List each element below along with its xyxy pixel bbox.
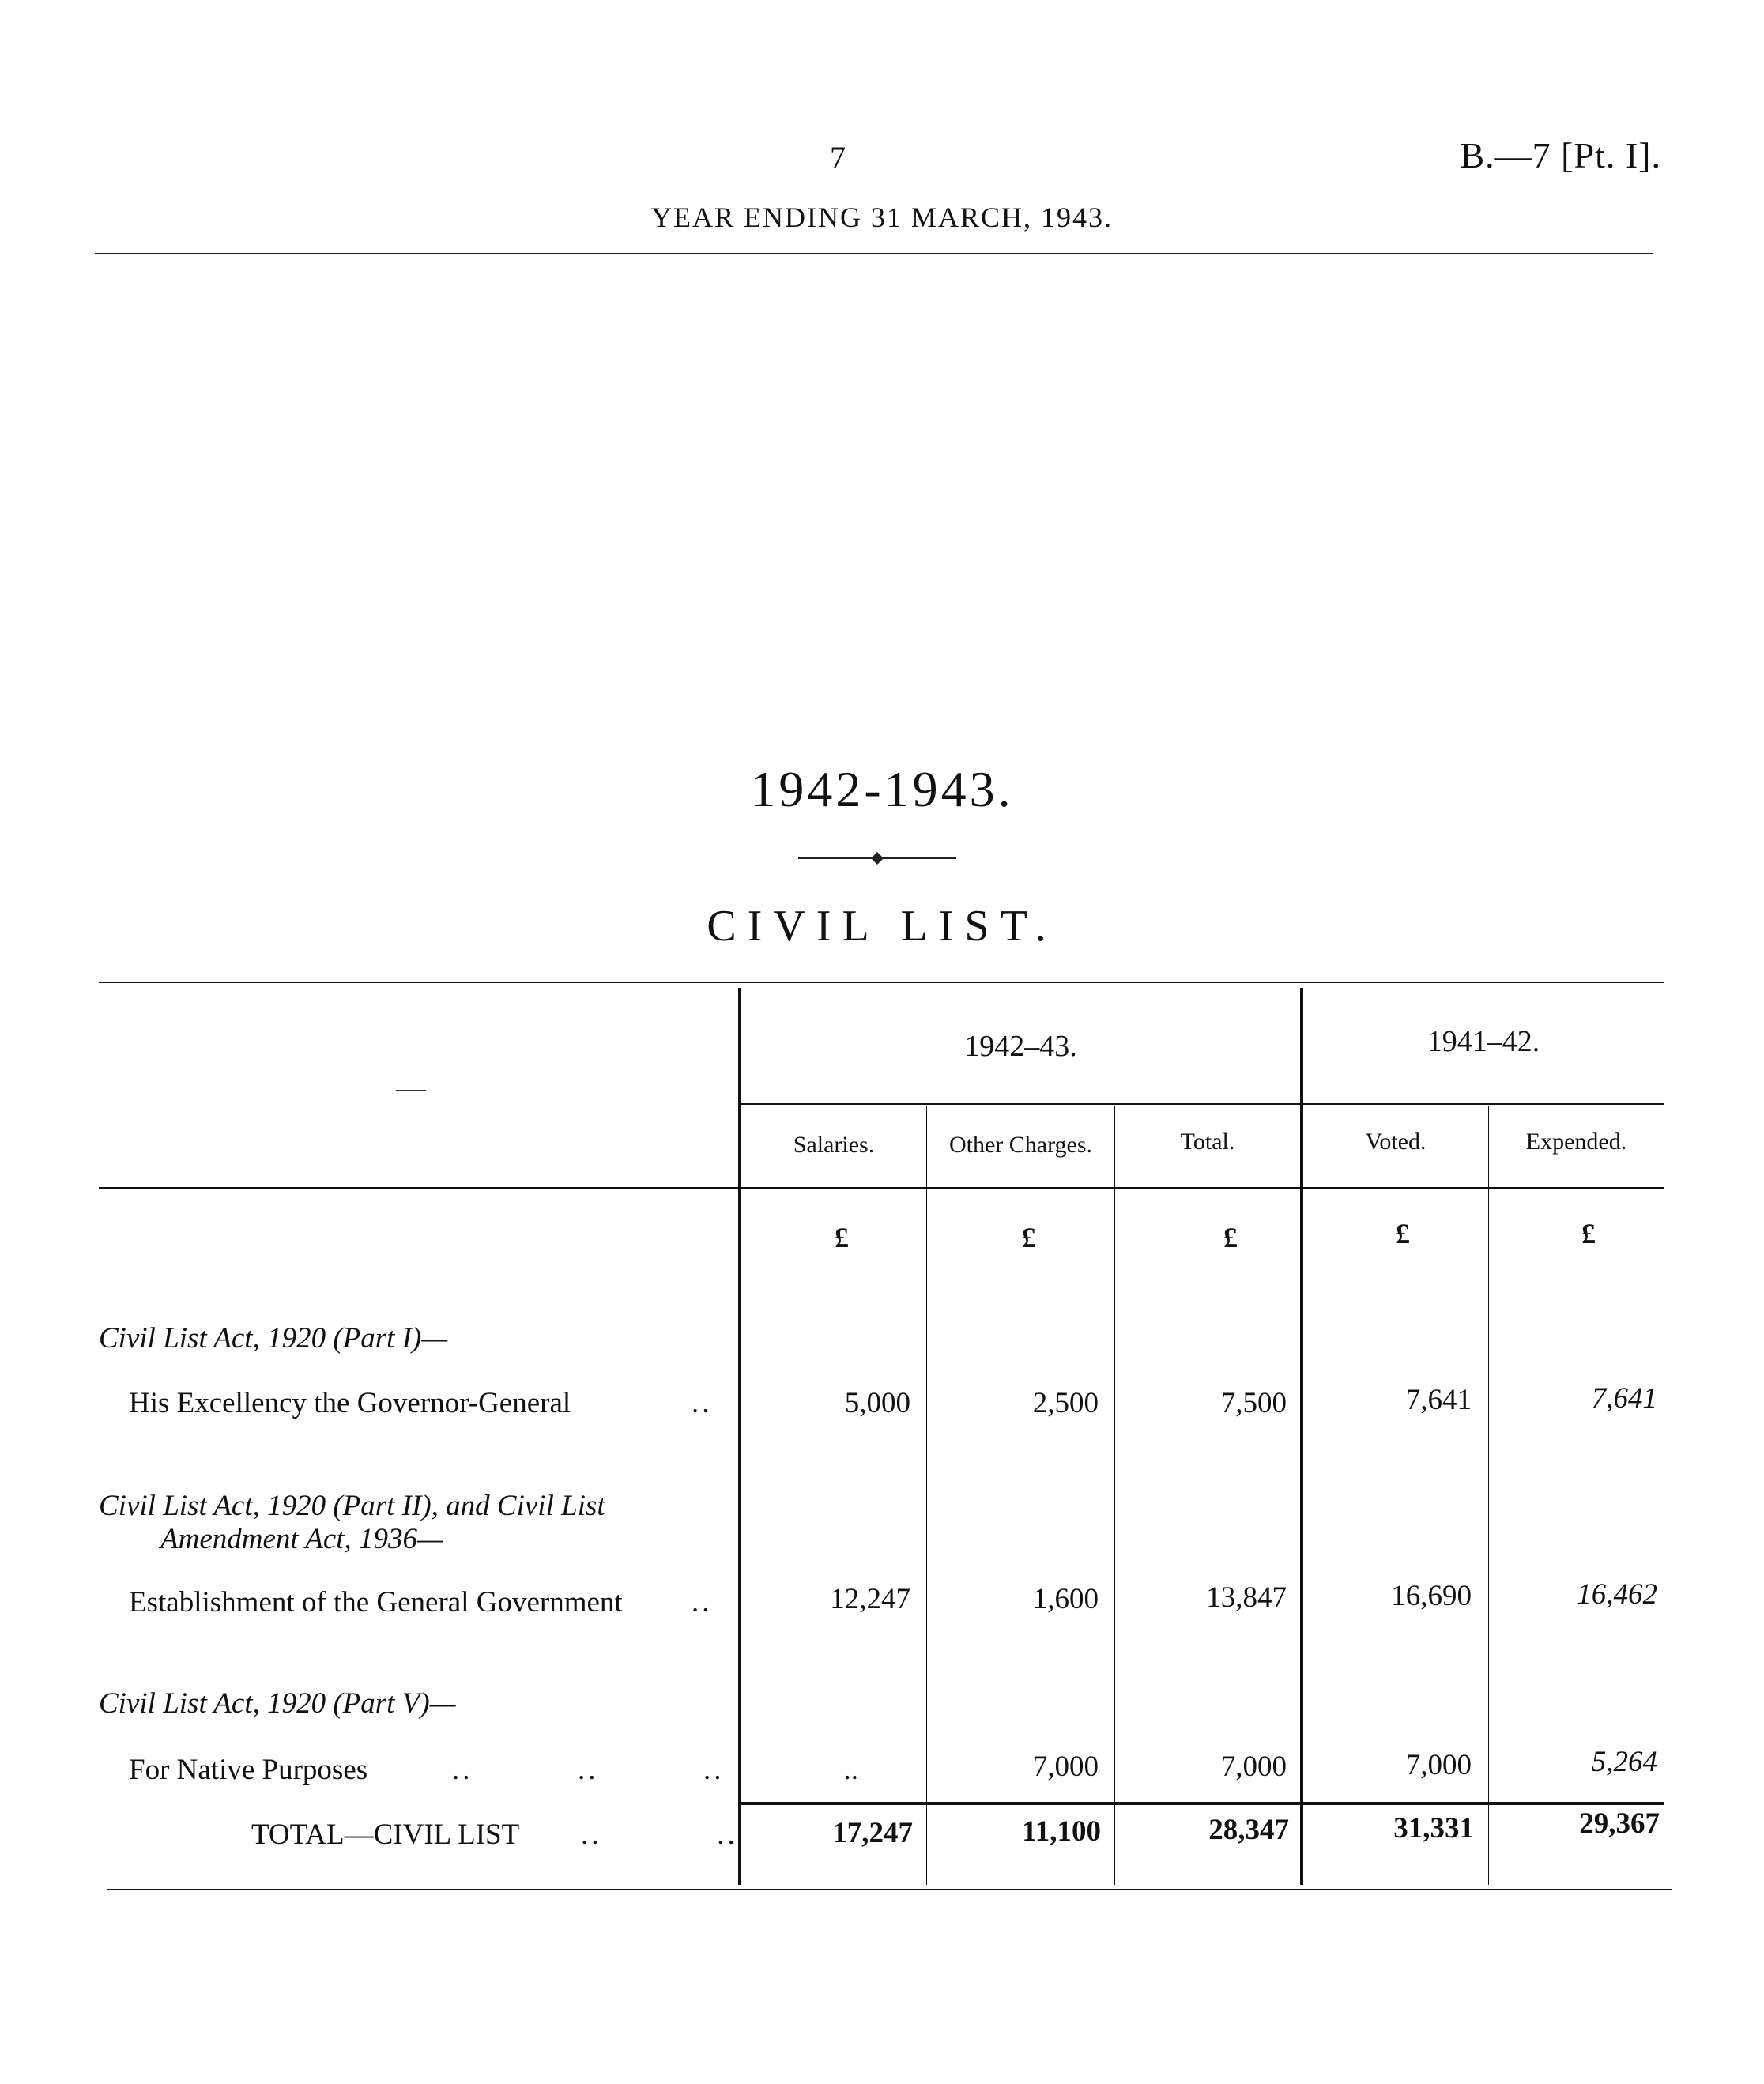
- total-total: 28,347: [1208, 1814, 1289, 1846]
- leader-dots: ..: [692, 1586, 713, 1619]
- cell-other-charges: 2,500: [1032, 1387, 1099, 1419]
- column-header-other-charges: Other Charges.: [948, 1132, 1093, 1158]
- cell-total: 7,000: [1220, 1750, 1287, 1783]
- section-heading: Civil List Act, 1920 (Part I)—: [99, 1322, 448, 1355]
- civil-list-title: CIVIL LIST.: [707, 902, 1057, 951]
- section-heading: Civil List Act, 1920 (Part II), and Civil List: [99, 1490, 605, 1522]
- cell-salaries: 5,000: [844, 1387, 910, 1419]
- cell-salaries: 12,247: [830, 1583, 910, 1615]
- stub-divider: [738, 988, 741, 1885]
- cell-expended: 5,264: [1591, 1746, 1657, 1778]
- column-header-expended: Expended.: [1525, 1129, 1627, 1155]
- total-expended: 29,367: [1579, 1807, 1660, 1840]
- row-label: For Native Purposes: [129, 1754, 368, 1786]
- running-title: YEAR ENDING 31 MARCH, 1943.: [651, 202, 1113, 233]
- total-salaries: 17,247: [832, 1817, 913, 1849]
- header-rule: [95, 253, 1653, 254]
- cell-expended: 7,641: [1591, 1382, 1657, 1415]
- column-header-rule: [99, 1187, 1664, 1189]
- group-header-1942-43: 1942–43.: [964, 1030, 1077, 1063]
- leader-dots: ..: [692, 1387, 713, 1419]
- total-label: TOTAL—CIVIL LIST: [251, 1818, 520, 1851]
- row-label: Establishment of the General Government: [129, 1586, 623, 1619]
- cell-other-charges: 7,000: [1032, 1750, 1099, 1783]
- section-heading: Civil List Act, 1920 (Part V)—: [99, 1687, 456, 1720]
- ornament-divider-icon: [798, 850, 956, 866]
- currency-symbol: £: [1396, 1218, 1410, 1249]
- table-bottom-rule: [107, 1889, 1672, 1890]
- col-divider-4: [1488, 1106, 1489, 1885]
- section-heading-continued: Amendment Act, 1936—: [160, 1523, 443, 1555]
- cell-voted: 16,690: [1391, 1580, 1472, 1612]
- year-heading: 1942-1943.: [750, 761, 1014, 817]
- table-top-rule: [99, 982, 1664, 983]
- group-header-rule: [741, 1103, 1664, 1105]
- stub-header: —: [396, 1072, 426, 1105]
- page-number: 7: [830, 140, 846, 175]
- currency-symbol: £: [1022, 1222, 1036, 1253]
- currency-symbol: £: [1223, 1222, 1238, 1253]
- column-header-voted: Voted.: [1365, 1129, 1427, 1155]
- total-voted: 31,331: [1393, 1812, 1474, 1845]
- cell-total: 13,847: [1206, 1581, 1287, 1614]
- cell-total: 7,500: [1220, 1387, 1287, 1419]
- col-divider-1: [926, 1106, 927, 1885]
- group-header-1941-42: 1941–42.: [1427, 1025, 1540, 1058]
- row-label: His Excellency the Governor-General: [129, 1387, 571, 1419]
- column-header-total: Total.: [1180, 1129, 1235, 1155]
- cell-salaries: ..: [843, 1754, 858, 1786]
- currency-symbol: £: [1581, 1218, 1596, 1249]
- column-header-salaries: Salaries.: [793, 1132, 875, 1158]
- cell-expended: 16,462: [1577, 1578, 1657, 1611]
- cell-voted: 7,641: [1405, 1384, 1472, 1416]
- cell-voted: 7,000: [1405, 1749, 1472, 1781]
- col-divider-2: [1114, 1106, 1115, 1885]
- document-code: B.—7 [Pt. I].: [1460, 135, 1661, 175]
- cell-other-charges: 1,600: [1032, 1583, 1099, 1615]
- year-divider: [1300, 988, 1303, 1885]
- total-other-charges: 11,100: [1022, 1815, 1101, 1848]
- currency-symbol: £: [835, 1222, 849, 1253]
- leader-dots: .. ..: [581, 1818, 738, 1851]
- total-rule: [741, 1802, 1664, 1805]
- leader-dots: .. .. ..: [452, 1754, 725, 1786]
